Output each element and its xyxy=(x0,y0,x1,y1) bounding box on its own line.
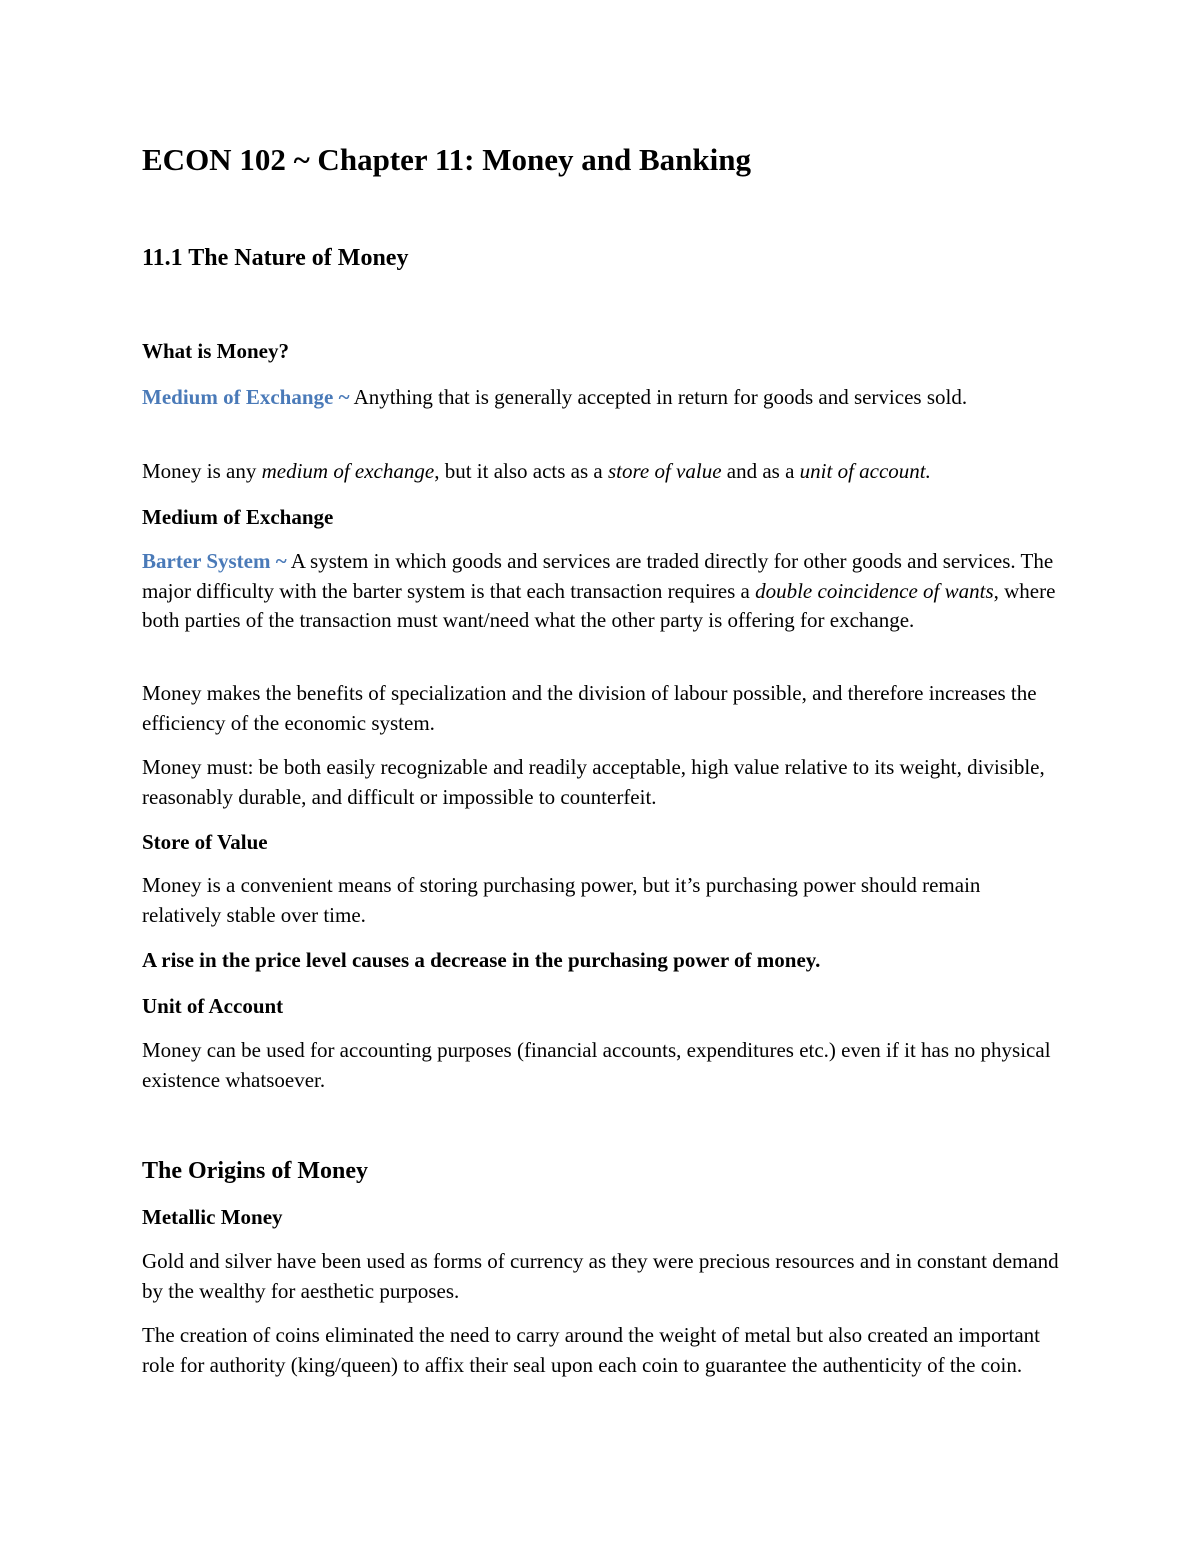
text-run: , but it also acts as a xyxy=(434,459,608,483)
paragraph-money-must: Money must: be both easily recognizable and readily acceptable, high value relative to its weight, divisible, reasonably durable, and difficult or impossible to counterfeit. xyxy=(142,755,1045,809)
text-run: and as a xyxy=(721,459,800,483)
paragraph-unit-of-account: Money can be used for accounting purposes (financial accounts, expenditures etc.) even if it has no physical existence whatsoever. xyxy=(142,1038,1051,1092)
paragraph-money-is xyxy=(142,457,1062,487)
section-heading-origins-of-money: The Origins of Money xyxy=(142,1158,368,1184)
term-medium-of-exchange: Medium of Exchange ~ xyxy=(142,385,350,409)
subheading-store-of-value: Store of Value xyxy=(142,830,268,854)
emphasis-double-coincidence: double coincidence of wants xyxy=(755,578,994,603)
emphasis-medium-of-exchange: medium of exchange xyxy=(261,459,435,483)
paragraph-specialization: Money makes the benefits of specialization and the division of labour possible, and therefore increases the efficiency of the economic system. xyxy=(142,681,1037,735)
definition-medium-of-exchange xyxy=(142,383,1062,413)
text-run: Money is any xyxy=(142,459,262,483)
emphasis-store-of-value: store of value xyxy=(607,459,722,483)
paragraph-store-of-value: Money is a convenient means of storing purchasing power, but it’s purchasing power should remain relatively stable over time. xyxy=(142,873,981,927)
text-run: , where both parties of the transaction must want/need what the other party is offering for exchange. xyxy=(142,578,1056,632)
document-title: ECON 102 ~ Chapter 11: Money and Banking xyxy=(142,142,751,177)
term-barter-system: Barter System ~ xyxy=(142,549,287,573)
subheading-medium-of-exchange: Medium of Exchange xyxy=(142,505,334,529)
definition-barter-system xyxy=(142,547,1062,636)
subheading-what-is-money: What is Money? xyxy=(142,339,289,363)
subheading-metallic-money: Metallic Money xyxy=(142,1205,283,1229)
subheading-unit-of-account: Unit of Account xyxy=(142,994,284,1018)
paragraph-price-level: A rise in the price level causes a decrease in the purchasing power of money. xyxy=(142,948,821,972)
definition-text: Anything that is generally accepted in return for goods and services sold. xyxy=(349,385,968,409)
text-run: A system in which goods and services are traded directly for other goods and services. The major difficulty with the barter system is that each transaction requires a xyxy=(142,549,1054,603)
emphasis-unit-of-account: unit of account. xyxy=(799,459,931,483)
paragraph-coins: The creation of coins eliminated the need to carry around the weight of metal but also created an important role for authority (king/queen) to affix their seal upon each coin to guarantee the authenticity of the coin. xyxy=(142,1323,1040,1377)
paragraph-gold-silver: Gold and silver have been used as forms of currency as they were precious resources and in constant demand by the wealthy for aesthetic purposes. xyxy=(142,1249,1059,1303)
section-heading-nature-of-money: 11.1 The Nature of Money xyxy=(142,245,409,271)
